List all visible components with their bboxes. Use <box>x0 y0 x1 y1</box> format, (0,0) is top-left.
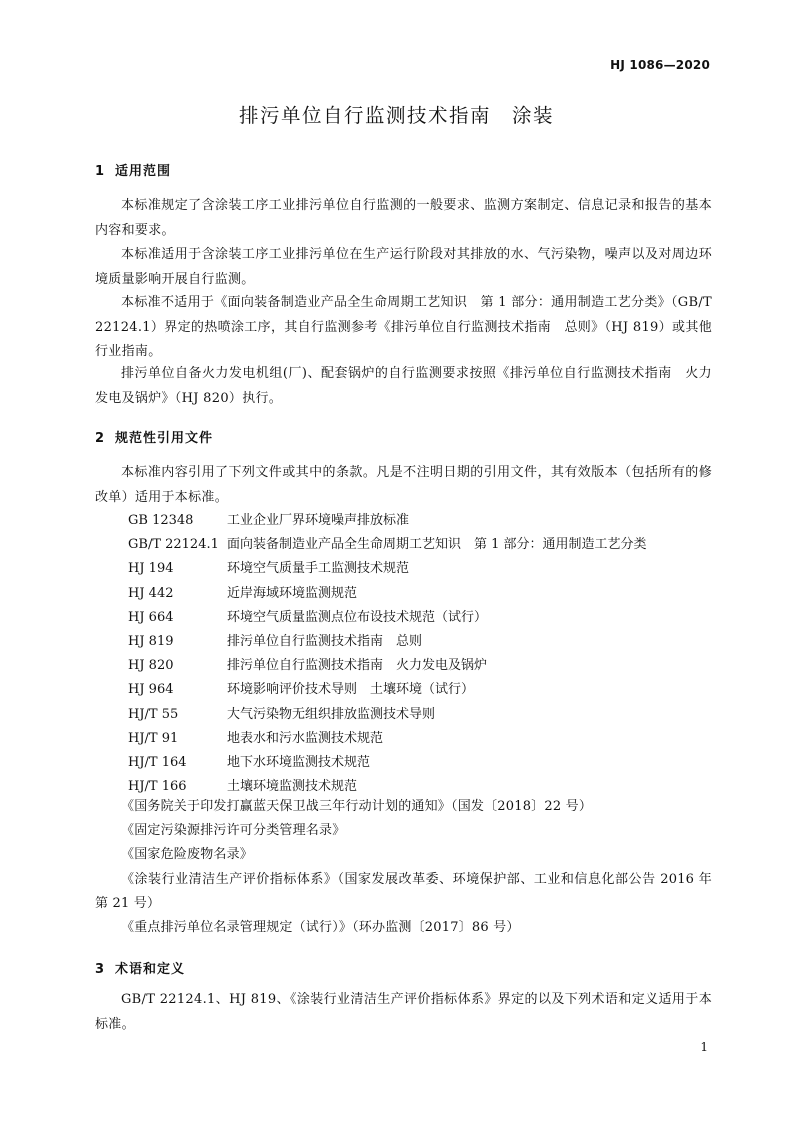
reference-item <box>128 751 718 775</box>
reference-item <box>128 557 718 581</box>
section-2-intro: 本标准内容引用了下列文件或其中的条款。凡是不注明日期的引用文件，其有效版本（包括所有的修改单）适用于本标准。 <box>95 465 712 505</box>
section-3-paragraph: GB/T 22124.1、HJ 819、《涂装行业清洁生产评价指标体系》界定的以及下列术语和定义适用于本标准。 <box>95 992 712 1032</box>
reference-title: 地表水和污水监测技术规范 <box>227 730 384 746</box>
section-number: 2 <box>95 431 106 446</box>
reference-title: 环境空气质量手工监测技术规范 <box>227 561 410 577</box>
reference-title: 环境空气质量监测点位布设技术规范（试行） <box>227 609 488 625</box>
reference-code: HJ 664 <box>128 609 174 625</box>
referenced-document: 《国务院关于印发打赢蓝天保卫战三年行动计划的通知》（国发〔2018〕22 号） <box>121 799 593 814</box>
section-1-heading <box>95 160 171 179</box>
reference-item <box>128 703 718 727</box>
section-1-paragraph: 本标准适用于含涂装工序工业排污单位在生产运行阶段对其排放的水、气污染物，噪声以及对周边环境质量影响开展自行监测。 <box>95 247 712 287</box>
reference-item <box>128 678 718 702</box>
section-title: 适用范围 <box>115 164 172 179</box>
referenced-documents <box>95 795 712 940</box>
reference-item <box>128 630 718 654</box>
reference-title: 土壤环境监测技术规范 <box>227 779 358 795</box>
reference-item <box>128 606 718 630</box>
section-3-heading <box>95 958 185 977</box>
reference-code: HJ 194 <box>128 561 174 577</box>
reference-item <box>128 727 718 751</box>
reference-title: 面向装备制造业产品全生命周期工艺知识 第 1 部分：通用制造工艺分类 <box>227 537 647 553</box>
reference-title: 工业企业厂界环境噪声排放标准 <box>227 513 410 528</box>
reference-code: HJ/T 55 <box>128 706 179 722</box>
reference-item <box>128 509 718 533</box>
document-title: 排污单位自行监测技术指南 涂装 <box>238 104 554 127</box>
reference-title: 地下水环境监测技术规范 <box>227 754 371 770</box>
reference-title: 近岸海域环境监测规范 <box>227 585 358 601</box>
reference-item <box>128 654 718 678</box>
section-1-paragraph: 本标准规定了含涂装工序工业排污单位自行监测的一般要求、监测方案制定、信息记录和报告的基本内容和要求。 <box>95 198 712 238</box>
referenced-document: 《涂装行业清洁生产评价指标体系》（国家发展改革委、环境保护部、工业和信息化部公告 2016 年 第 21 号） <box>95 871 712 911</box>
section-title: 规范性引用文件 <box>115 431 214 446</box>
section-title: 术语和定义 <box>115 962 186 977</box>
page-number: 1 <box>700 1040 708 1054</box>
reference-code: HJ 442 <box>128 585 174 601</box>
reference-title: 环境影响评价技术导则 土壤环境（试行） <box>227 682 475 698</box>
reference-code: HJ 819 <box>128 633 174 649</box>
reference-code: GB/T 22124.1 <box>128 537 219 553</box>
reference-code: HJ/T 166 <box>128 779 187 795</box>
reference-title: 排污单位自行监测技术指南 总则 <box>227 633 423 649</box>
reference-item <box>128 533 718 557</box>
referenced-document: 《固定污染源排污许可分类管理名录》 <box>121 823 346 839</box>
section-number: 1 <box>95 164 106 179</box>
standard-code: HJ 1086—2020 <box>610 58 710 72</box>
section-2-heading <box>95 427 213 446</box>
reference-item <box>128 582 718 606</box>
section-number: 3 <box>95 962 106 977</box>
referenced-document: 《国家危险废物名录》 <box>121 847 254 863</box>
reference-code: HJ 964 <box>128 682 174 698</box>
reference-code: GB 12348 <box>128 513 194 528</box>
reference-code: HJ/T 164 <box>128 754 187 770</box>
reference-code: HJ/T 91 <box>128 730 179 746</box>
reference-title: 大气污染物无组织排放监测技术导则 <box>227 706 436 722</box>
referenced-document: 《重点排污单位名录管理规定（试行）》（环办监测〔2017〕86 号） <box>121 920 520 936</box>
reference-title: 排污单位自行监测技术指南 火力发电及锅炉 <box>227 658 488 674</box>
section-1-paragraph: 排污单位自备火力发电机组(厂)、配套锅炉的自行监测要求按照《排污单位自行监测技术指南 火力发电及锅炉》（HJ 820）执行。 <box>95 366 712 406</box>
reference-code: HJ 820 <box>128 658 174 674</box>
reference-list <box>128 509 718 799</box>
section-1-paragraph: 本标准不适用于《面向装备制造业产品全生命周期工艺知识 第 1 部分：通用制造工艺分类》（GB/T 22124.1）界定的热喷涂工序，其自行监测参考《排污单位自行监测技术指南 总则》（HJ 819）或其他行业指南。 <box>95 295 712 359</box>
